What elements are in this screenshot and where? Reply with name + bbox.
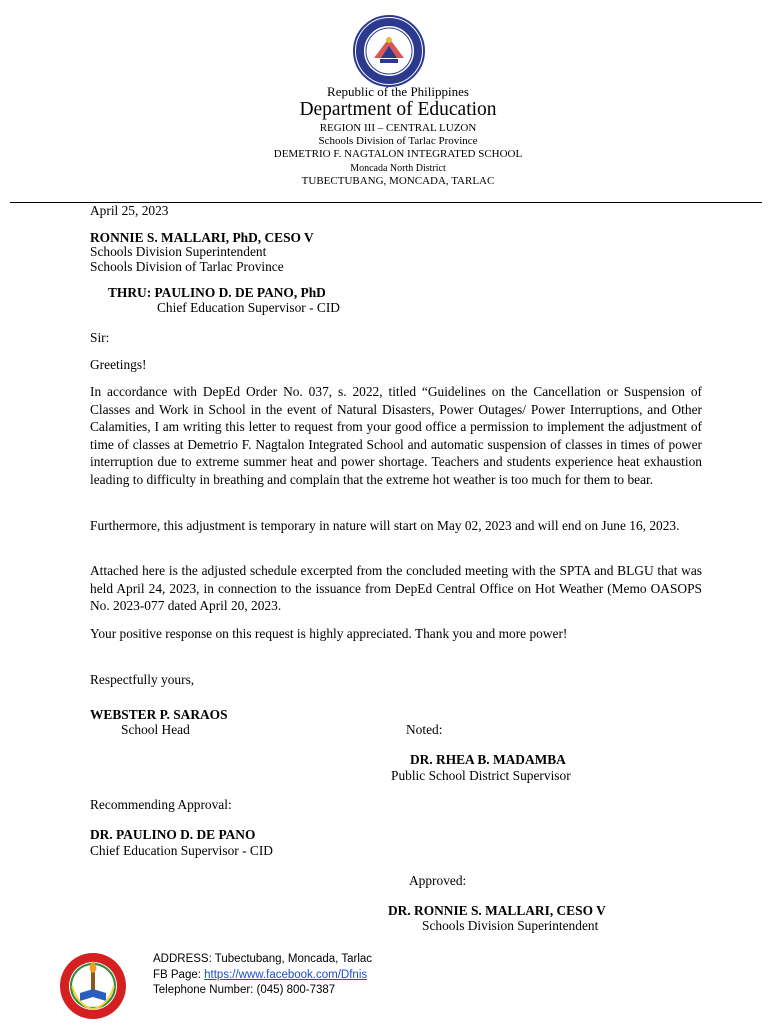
footer-phone: Telephone Number: (045) 800-7387: [153, 984, 336, 996]
footer-fb-line: [153, 968, 367, 982]
recipient-office: Schools Division of Tarlac Province: [90, 259, 284, 274]
paragraph-3: Attached here is the adjusted schedule excerpted from the concluded meeting with the SPTA and BLGU that was held April 24, 2023, in connection to the issuance from DepEd Central Office on Hot Weather (Memo OASOPS No. 2023-077 dated April 20, 2023.: [90, 563, 702, 614]
closing: Respectfully yours,: [90, 672, 195, 687]
deped-seal-icon: [352, 14, 426, 88]
signatory-name: WEBSTER P. SARAOS: [90, 707, 228, 722]
footer-address: ADDRESS: Tubectubang, Moncada, Tarlac: [153, 953, 373, 965]
approved-title: Schools Division Superintendent: [422, 918, 599, 933]
recommending-label: Recommending Approval:: [90, 797, 232, 812]
letter-date: April 25, 2023: [90, 203, 169, 218]
school-logo-icon: [58, 951, 128, 1021]
thru-name: THRU: PAULINO D. DE PANO, PhD: [108, 285, 326, 300]
deped-seal: [352, 14, 426, 88]
recommending-name: DR. PAULINO D. DE PANO: [90, 827, 256, 842]
footer-fb-label: FB Page:: [153, 969, 205, 981]
recommending-title: Chief Education Supervisor - CID: [90, 843, 273, 858]
paragraph-1: In accordance with DepEd Order No. 037, s. 2022, titled “Guidelines on the Cancellation or Suspension of Classes and Work in School in the event of Natural Disasters, Power Outages/ Power Interruptions, and Other Calamities, I am writing this letter to request from your good office a permission to implement the adjustment of time of classes at Demetrio F. Nagtalon Integrated School and automatic suspension of classes in times of power interruption due to extreme summer heat and power shortage. Teachers and students experience heat exhaustion leading to difficulty in breathing and complain that the extreme hot weather is too much for them to bear.: [90, 384, 702, 487]
signatory-title: School Head: [121, 722, 190, 737]
paragraph-4: Your positive response on this request is highly appreciated. Thank you and more power!: [90, 626, 568, 641]
approved-label: Approved:: [409, 873, 467, 888]
department-title: Department of Education: [299, 99, 497, 120]
division-line: Schools Division of Tarlac Province: [318, 135, 478, 147]
noted-title: Public School District Supervisor: [391, 768, 571, 783]
noted-label: Noted:: [406, 722, 443, 737]
recipient-title: Schools Division Superintendent: [90, 244, 267, 259]
recipient-name: RONNIE S. MALLARI, PhD, CESO V: [90, 230, 314, 245]
facebook-link[interactable]: https://www.facebook.com/Dfnis: [204, 969, 368, 981]
thru-title: Chief Education Supervisor - CID: [157, 300, 340, 315]
noted-name: DR. RHEA B. MADAMBA: [410, 752, 566, 767]
salutation: Sir:: [90, 330, 110, 345]
region-line: REGION III – CENTRAL LUZON: [319, 122, 477, 134]
paragraph-2: Furthermore, this adjustment is temporary in nature will start on May 02, 2023 and will end on June 16, 2023.: [90, 518, 680, 533]
location-line: TUBECTUBANG, MONCADA, TARLAC: [301, 175, 495, 187]
republic-line: Republic of the Philippines: [327, 84, 469, 99]
greeting: Greetings!: [90, 357, 147, 372]
school-logo: [58, 951, 128, 1021]
school-name: DEMETRIO F. NAGTALON INTEGRATED SCHOOL: [273, 148, 523, 160]
approved-name: DR. RONNIE S. MALLARI, CESO V: [388, 903, 606, 918]
district-line: Moncada North District: [350, 163, 446, 174]
